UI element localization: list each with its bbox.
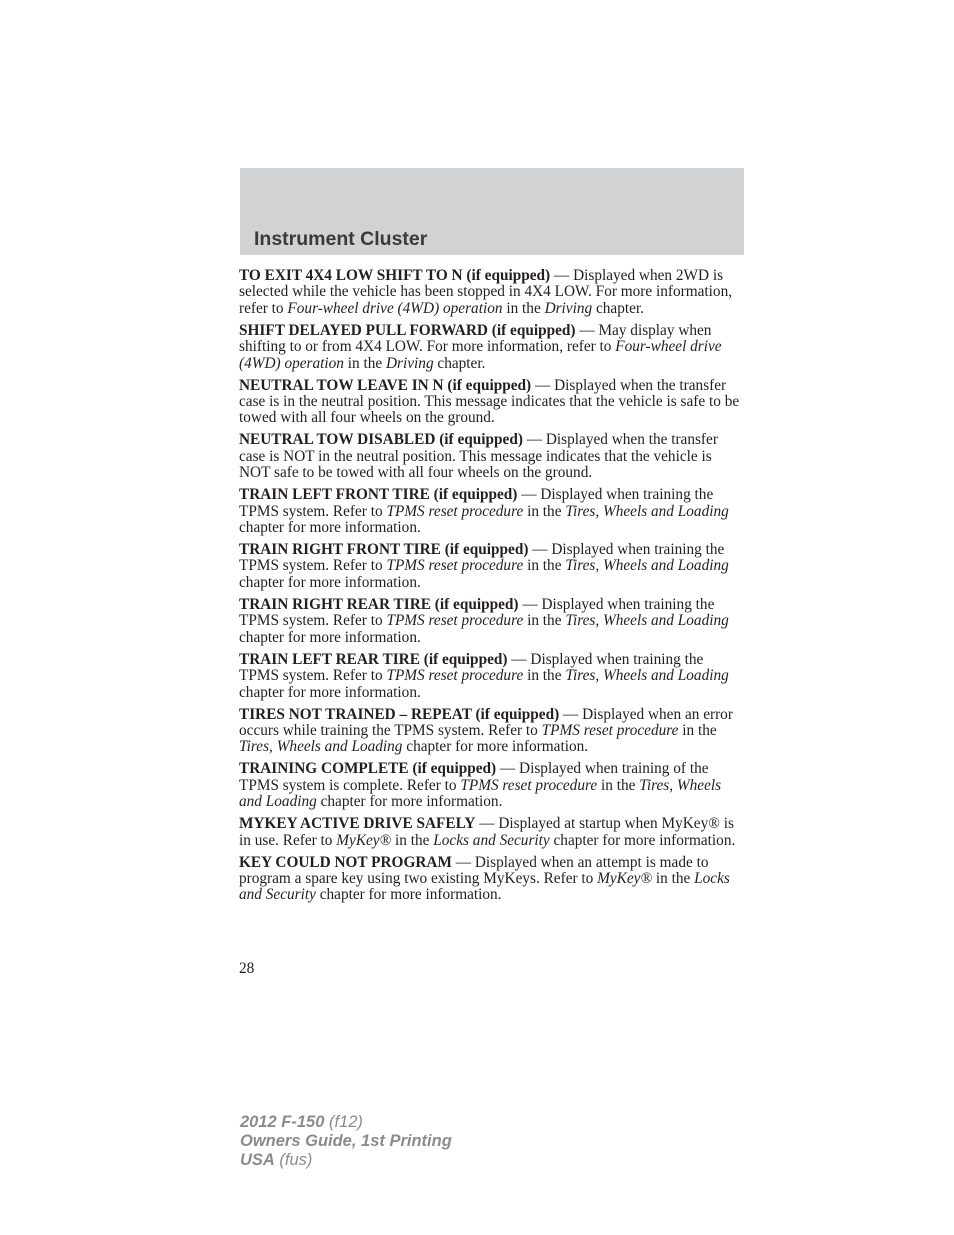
footer-market-code: (fus) bbox=[274, 1151, 313, 1169]
message-term: SHIFT DELAYED PULL FORWARD (if equipped) bbox=[239, 321, 576, 339]
message-description: in the bbox=[597, 776, 640, 794]
cross-reference: TPMS reset procedure bbox=[541, 721, 679, 739]
footer-line-model bbox=[240, 1113, 452, 1132]
message-entry bbox=[239, 432, 745, 481]
message-description: — Displayed when training the TPMS system. Refer to bbox=[239, 541, 725, 575]
cross-reference: Tires, Wheels and Loading bbox=[239, 776, 722, 811]
section-title: Instrument Cluster bbox=[254, 228, 428, 250]
message-description: in the bbox=[652, 869, 695, 887]
message-description: chapter for more information. bbox=[316, 793, 503, 811]
message-description: — Displayed when the transfer case is NOT in the neutral position. This message indicates that the vehicle is NOT safe to be towed with all four wheels on the ground. bbox=[239, 431, 718, 482]
message-term: TRAIN RIGHT FRONT TIRE (if equipped) bbox=[239, 541, 529, 559]
footer-model-year: 2012 F-150 bbox=[240, 1113, 325, 1131]
message-term: NEUTRAL TOW LEAVE IN N (if equipped) bbox=[239, 376, 532, 394]
message-entry bbox=[239, 855, 745, 904]
message-description: chapter. bbox=[592, 299, 644, 317]
message-entry bbox=[239, 323, 745, 372]
message-entry bbox=[239, 378, 745, 427]
cross-reference: Tires, Wheels and Loading bbox=[565, 612, 729, 630]
message-description: — Displayed when training of the TPMS system is complete. Refer to bbox=[239, 760, 709, 794]
message-term: KEY COULD NOT PROGRAM bbox=[239, 853, 452, 871]
cross-reference: TPMS reset procedure bbox=[460, 776, 598, 794]
message-description: chapter for more information. bbox=[239, 519, 421, 537]
message-term: MYKEY ACTIVE DRIVE SAFELY bbox=[239, 815, 476, 833]
message-description: in the bbox=[343, 354, 386, 372]
message-entry bbox=[239, 652, 745, 701]
message-list bbox=[239, 268, 745, 909]
cross-reference: Driving bbox=[544, 299, 593, 317]
message-description: chapter. bbox=[433, 354, 486, 372]
message-description: in the bbox=[523, 612, 566, 630]
message-description: — Displayed when the transfer case is in the neutral position. This message indicates that the vehicle is safe to be towed with all four wheels on the ground. bbox=[239, 376, 740, 427]
section-header-band bbox=[240, 168, 744, 255]
message-entry bbox=[239, 761, 745, 810]
cross-reference: Tires, Wheels and Loading bbox=[565, 667, 729, 685]
footer-line-edition bbox=[240, 1132, 452, 1151]
cross-reference: Locks and Security bbox=[239, 869, 730, 904]
cross-reference: Tires, Wheels and Loading bbox=[239, 738, 403, 756]
message-description: — Displayed when 2WD is selected while the vehicle has been stopped in 4X4 LOW. For more information, refer to bbox=[239, 267, 733, 317]
message-description: — Displayed when training the TPMS system. Refer to bbox=[239, 486, 714, 520]
cross-reference: Locks and Security bbox=[433, 831, 550, 849]
message-entry bbox=[239, 542, 745, 591]
message-description: — Displayed when an error occurs while training the TPMS system. Refer to bbox=[239, 705, 733, 739]
document-footer bbox=[240, 1113, 452, 1170]
message-description: chapter for more information. bbox=[239, 628, 421, 646]
message-entry bbox=[239, 597, 745, 646]
message-description: — May display when shifting to or from 4X4 LOW. For more information, refer to bbox=[239, 321, 712, 356]
message-term: TRAIN LEFT FRONT TIRE (if equipped) bbox=[239, 486, 518, 504]
message-description: in the bbox=[523, 667, 566, 685]
message-term: TRAIN RIGHT REAR TIRE (if equipped) bbox=[239, 595, 519, 613]
message-description: in the bbox=[523, 557, 566, 575]
cross-reference: MyKey® bbox=[597, 869, 653, 887]
message-description: chapter for more information. bbox=[402, 738, 589, 756]
message-description: — Displayed at startup when MyKey® is in use. Refer to bbox=[239, 815, 734, 849]
message-description: chapter for more information. bbox=[315, 886, 502, 904]
message-term: TRAINING COMPLETE (if equipped) bbox=[239, 760, 497, 778]
cross-reference: Tires, Wheels and Loading bbox=[565, 557, 729, 575]
message-description: chapter for more information. bbox=[239, 573, 421, 591]
message-description: in the bbox=[523, 502, 566, 520]
cross-reference: TPMS reset procedure bbox=[386, 667, 524, 685]
cross-reference: TPMS reset procedure bbox=[386, 612, 524, 630]
message-description: in the bbox=[391, 831, 434, 849]
message-entry bbox=[239, 816, 745, 849]
footer-model-code: (f12) bbox=[324, 1113, 363, 1131]
message-term: NEUTRAL TOW DISABLED (if equipped) bbox=[239, 431, 523, 449]
message-description: — Displayed when training the TPMS system. Refer to bbox=[239, 595, 715, 630]
message-description: — Displayed when an attempt is made to program a spare key using two existing MyKeys. Refer to bbox=[239, 853, 709, 887]
cross-reference: Four-wheel drive (4WD) operation bbox=[287, 299, 503, 317]
message-description: — Displayed when training the TPMS system. Refer to bbox=[239, 650, 704, 685]
message-term: TO EXIT 4X4 LOW SHIFT TO N (if equipped) bbox=[239, 267, 551, 284]
cross-reference: Tires, Wheels and Loading bbox=[565, 502, 729, 520]
message-entry bbox=[239, 707, 745, 756]
cross-reference: TPMS reset procedure bbox=[386, 557, 524, 575]
message-description: in the bbox=[678, 721, 717, 739]
cross-reference: Driving bbox=[386, 354, 434, 372]
message-description: chapter for more information. bbox=[549, 831, 736, 849]
message-entry bbox=[239, 268, 745, 317]
message-description: in the bbox=[502, 299, 545, 317]
cross-reference: MyKey® bbox=[336, 831, 392, 849]
page-number: 28 bbox=[239, 960, 255, 977]
message-term: TIRES NOT TRAINED – REPEAT (if equipped) bbox=[239, 705, 560, 723]
message-term: TRAIN LEFT REAR TIRE (if equipped) bbox=[239, 650, 508, 668]
cross-reference: TPMS reset procedure bbox=[386, 502, 524, 520]
footer-market: USA bbox=[240, 1151, 275, 1169]
cross-reference: Four-wheel drive (4WD) operation bbox=[239, 338, 722, 372]
footer-edition: Owners Guide, 1st Printing bbox=[240, 1132, 452, 1150]
message-description: chapter for more information. bbox=[239, 683, 421, 701]
footer-line-market bbox=[240, 1151, 452, 1170]
message-entry bbox=[239, 487, 745, 536]
